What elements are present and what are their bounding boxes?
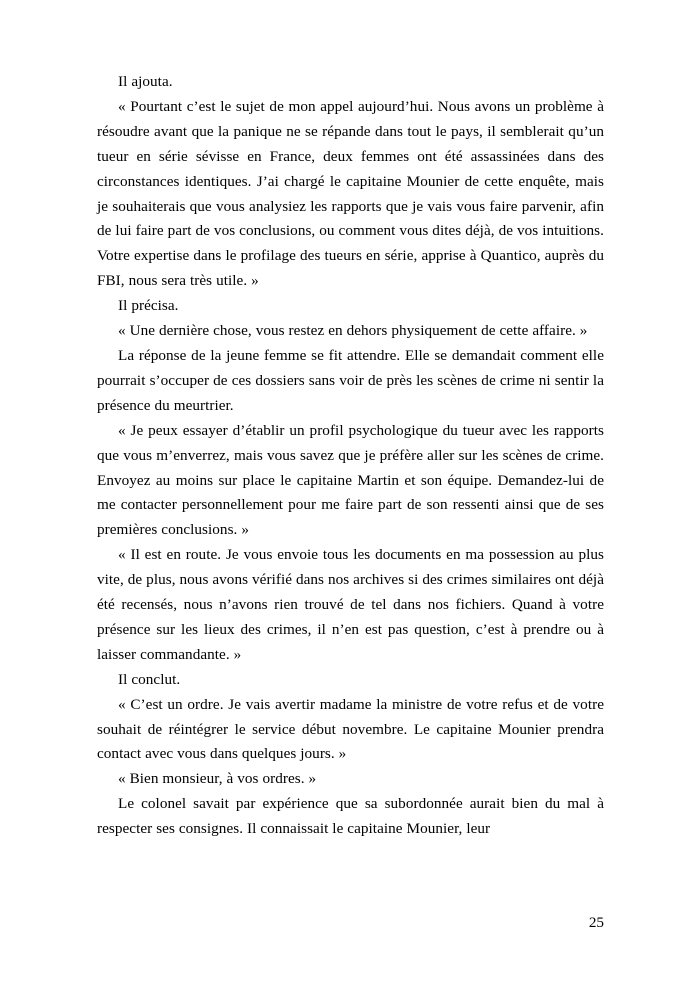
body-text-block (97, 70, 604, 842)
paragraph: Il ajouta. (118, 73, 173, 90)
paragraph: « Je peux essayer d’établir un profil psychologique du tueur avec les rapports que vous m’enverrez, mais vous savez que je préfère aller sur les scènes de crime. Envoyez au moins sur place le capitaine Martin et son équipe. Demandez-lui de me contacter personnellement pour me faire part de son ressenti ainsi que de ses premières conclusions. » (97, 421, 604, 539)
paragraph: « Il est en route. Je vous envoie tous les documents en ma possession au plus vite, de plus, nous avons vérifié dans nos archives si des crimes similaires ont déjà été recensés, nous n’avons rien trouvé de tel dans nos fichiers. Quand à votre présence sur les lieux des crimes, il n’en est pas question, c’est à prendre ou à laisser commandante. » (97, 546, 604, 663)
paragraph: « C’est un ordre. Je vais avertir madame la ministre de votre refus et de votre souhait de réintégrer le service début novembre. Le capitaine Mounier prendra contact avec vous dans quelques jours. » (97, 695, 604, 763)
paragraph: « Bien monsieur, à vos ordres. » (118, 770, 317, 788)
paragraph: Le colonel savait par expérience que sa subordonnée aurait bien du mal à respecter ses consignes. Il connaissait le capitaine Mounier, leur (97, 795, 604, 838)
paragraph: Il précisa. (118, 297, 179, 315)
paragraph: « Une dernière chose, vous restez en dehors physiquement de cette affaire. » (118, 322, 588, 340)
paragraph: « Pourtant c’est le sujet de mon appel aujourd’hui. Nous avons un problème à résoudre avant que la panique ne se répande dans tout le pays, il semblerait qu’un tueur en série sévisse en France, deux femmes ont été assassinées dans des circonstances identiques. J’ai chargé le capitaine Mounier de cette enquête, mais je souhaiterais que vous analysiez les rapports que je vais vous faire parvenir, afin de lui faire part de vos conclusions, ou comment vous dites déjà, de vos intuitions. Votre expertise dans le profilage des tueurs en série, apprise à Quantico, auprès du FBI, nous sera très utile. » (97, 97, 604, 290)
paragraph: Il conclut. (118, 670, 181, 688)
page-number: 25 (588, 914, 604, 931)
paragraph: La réponse de la jeune femme se fit attendre. Elle se demandait comment elle pourrait s’occuper de ces dossiers sans voir de près les scènes de crime ni sentir la présence du meurtrier. (97, 346, 604, 414)
